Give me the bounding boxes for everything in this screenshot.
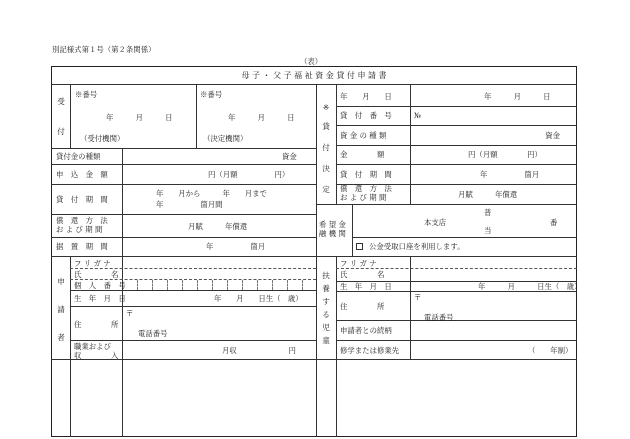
rule (336, 125, 577, 126)
decided-amount-value: 円（月額 円） (468, 150, 542, 159)
child-side-label: 養 (322, 284, 330, 293)
child-birth-value: 年 月 日生（ 歳） (478, 282, 582, 291)
applicant-mynumber-label: 個 人 番 号 (74, 281, 126, 290)
applicant-birth-value: 年 月 日生（ 歳） (214, 294, 303, 303)
decided-repay-value: 月賦 年償還 (458, 190, 518, 199)
rule (51, 214, 316, 215)
decision-number-label: ※番号 (200, 90, 223, 99)
rule (51, 359, 577, 360)
decided-amount-label: 金 額 (340, 150, 385, 159)
rule (336, 320, 577, 321)
digit-separator (272, 280, 273, 290)
amount-label: 申 込 金 額 (56, 170, 108, 179)
digit-separator (167, 280, 168, 290)
child-side-label: 童 (322, 336, 330, 345)
public-account-text: 公金受取口座を利用します。 (369, 242, 465, 251)
applicant-address-label: 住 所 (74, 320, 119, 329)
period-label: 貸 付 期 間 (56, 195, 108, 204)
decision-side-label: 定 (322, 185, 330, 194)
decided-period-value: 年 箇月 (480, 170, 540, 179)
decided-repay-label: 償 還 方 法 お よ び 期 間 (340, 184, 392, 202)
rule (336, 291, 577, 292)
applicant-name-label: 氏 名 (74, 270, 119, 279)
rule (336, 145, 577, 146)
side-label: （表） (300, 57, 323, 66)
rule-dashed (70, 279, 316, 280)
child-side-label: 児 (322, 323, 330, 332)
decision-side-label: 貸 (322, 122, 330, 131)
rule (51, 148, 316, 149)
child-school-label: 修学または修業先 (340, 346, 400, 355)
rule (316, 204, 577, 205)
digit-separator (257, 280, 258, 290)
rule (51, 256, 577, 257)
applicant-furigana-label: フ リ ガ ナ (74, 259, 111, 268)
digit-separator (152, 280, 153, 290)
loan-number-label: 貸 付 番 号 (340, 111, 392, 120)
rule (70, 340, 316, 341)
rule-dashed (70, 268, 316, 269)
rule (410, 320, 411, 340)
child-phone: 電話番号 (424, 313, 454, 322)
rule (352, 237, 577, 238)
child-side-label: る (322, 310, 330, 319)
repay-label: 償 還 方 法 お よ び 期 間 (56, 216, 108, 234)
digit-separator (137, 280, 138, 290)
digit-separator (302, 280, 303, 290)
form-title: 母 子 ・ 父 子 福 祉 資 金 貸 付 申 請 書 (241, 71, 387, 80)
uketsuke-label: 付 (57, 127, 65, 136)
decision-agency: （決定機関） (203, 134, 248, 143)
period-line1: 年 月から 年 月まで (156, 189, 267, 198)
decision-side-label: ※ (322, 103, 330, 112)
digit-separator (197, 280, 198, 290)
receipt-agency: （受付機関） (80, 134, 125, 143)
decision-side-label: 付 (322, 143, 330, 152)
grace-label: 据 置 期 間 (56, 242, 108, 251)
decision-date-value: 年 月 日 (484, 92, 551, 101)
rule-dashed (336, 268, 577, 269)
rule (336, 256, 337, 437)
rule (352, 204, 353, 256)
rule (196, 84, 197, 148)
rule (336, 164, 577, 165)
decision-date: 年 月 日 (228, 113, 295, 122)
child-postal: 〒 (414, 293, 422, 302)
rule (70, 84, 71, 148)
receipt-number-label: ※番号 (75, 90, 98, 99)
rule (410, 84, 411, 204)
child-relation-label: 申請者との続柄 (340, 326, 392, 335)
loan-number-value: № (414, 111, 421, 120)
fund-type-label: 貸付金の種類 (56, 152, 101, 161)
child-side-label: す (322, 297, 330, 306)
rule (51, 237, 316, 238)
digit-separator (287, 280, 288, 290)
applicant-job-label: 職業および 収 入 (74, 342, 119, 360)
rule (70, 306, 316, 307)
child-birth-label: 生 年 月 日 (340, 282, 392, 291)
rule (410, 340, 411, 360)
applicant-income-value: 月収 円 (222, 346, 296, 355)
applicant-side-label: 申 (57, 277, 65, 286)
rule (316, 84, 317, 256)
applicant-side-label: 者 (57, 333, 65, 342)
form-number: 別記様式第１号（第２条関係） (52, 45, 156, 54)
receipt-date: 年 月 日 (106, 113, 173, 122)
child-side-label: 扶 (322, 271, 330, 280)
rule (70, 290, 316, 291)
applicant-phone: 電話番号 (138, 329, 168, 338)
applicant-side-label: 請 (57, 305, 65, 314)
bank-branch: 本支店 (424, 218, 447, 227)
fund-kind-value: 資金 (545, 131, 560, 140)
rule (51, 184, 316, 185)
rule (410, 256, 411, 320)
child-address-label: 住 所 (340, 302, 385, 311)
account-number-label: 番 (550, 218, 558, 227)
account-kind-top: 普 (484, 208, 492, 217)
grace-value: 年 箇月 (206, 242, 266, 251)
decision-side-label: 決 (322, 164, 330, 173)
rule (316, 256, 317, 437)
rule (70, 256, 71, 437)
account-kind-bottom: 当 (484, 226, 492, 235)
fund-type-value: 資金 (282, 152, 297, 161)
amount-value: 円（月額 円） (208, 170, 290, 179)
rule (51, 164, 316, 165)
public-account-checkbox[interactable] (356, 243, 363, 250)
digit-separator (227, 280, 228, 290)
applicant-birth-label: 生 年 月 日 (74, 294, 126, 303)
child-name-label: 氏 名 (340, 270, 385, 279)
fund-kind-label: 資 金 の 種 類 (340, 131, 387, 140)
digit-separator (242, 280, 243, 290)
period-line2: 年 箇月間 (156, 200, 223, 209)
decision-date-label: 年 月 日 (340, 92, 392, 101)
uketsuke-label: 受 (57, 97, 65, 106)
digit-separator (182, 280, 183, 290)
rule (336, 84, 337, 204)
child-furigana-label: フ リ ガ ナ (340, 259, 377, 268)
rule (336, 106, 577, 107)
rule (336, 340, 577, 341)
digit-separator (212, 280, 213, 290)
repay-value: 月賦 年償還 (188, 222, 248, 231)
applicant-postal: 〒 (126, 309, 134, 318)
decided-period-label: 貸 付 期 間 (340, 170, 392, 179)
child-school-value: （ 年制） (528, 346, 573, 355)
bank-label: 希 望 金 融 機 関 (319, 220, 346, 238)
rule (51, 84, 577, 85)
